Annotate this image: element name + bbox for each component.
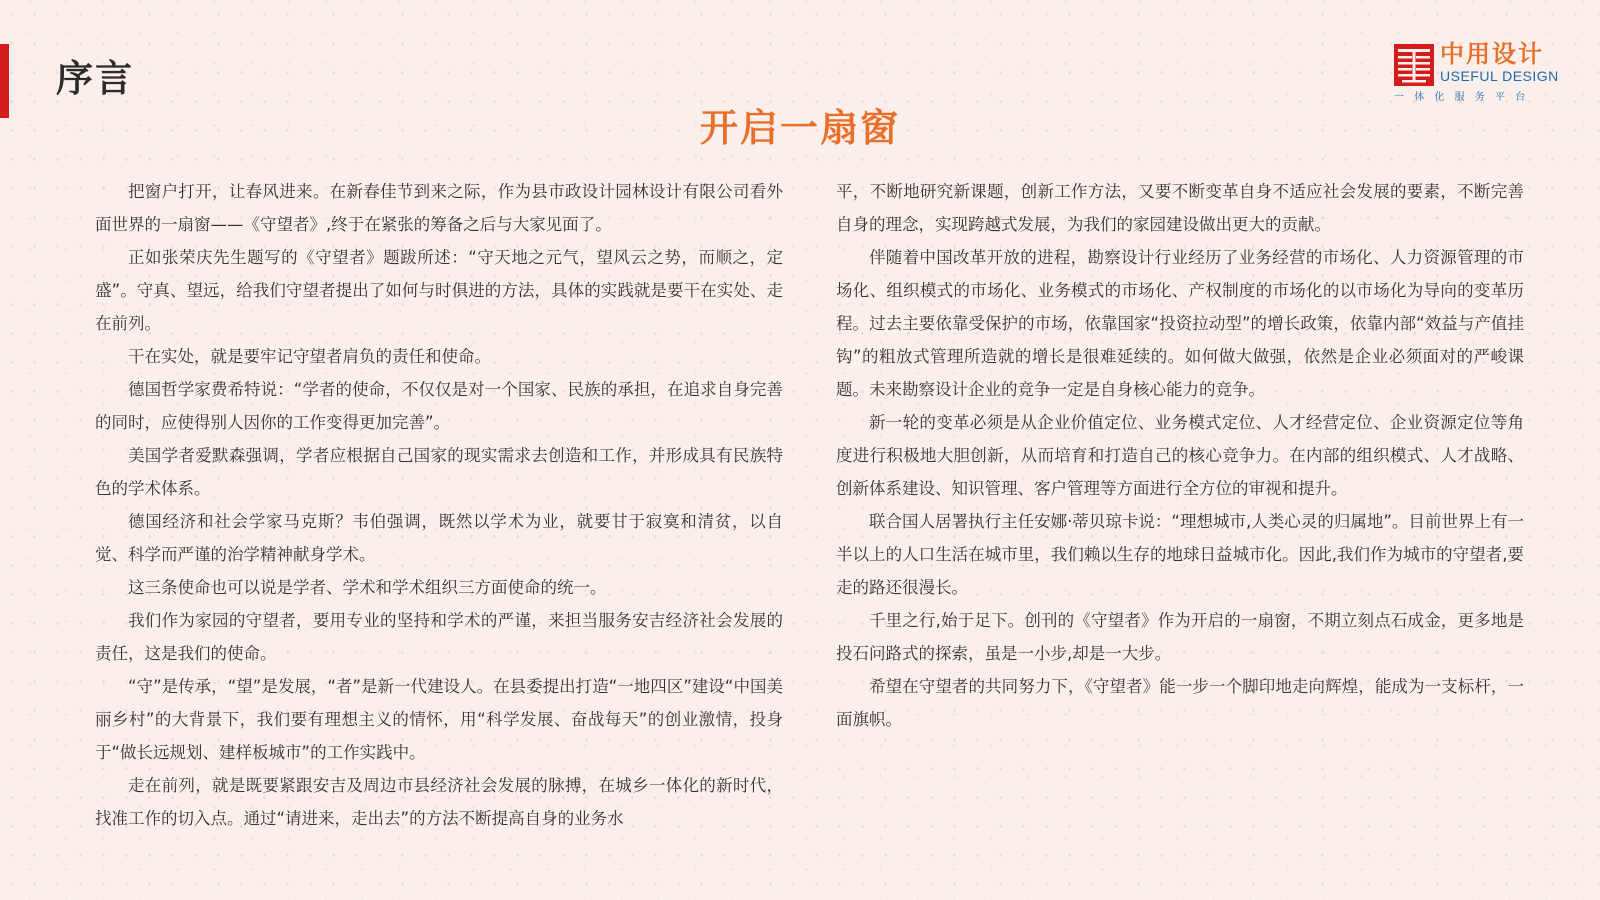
left-text-column — [95, 175, 783, 835]
paragraph: 德国经济和社会学家马克斯？韦伯强调，既然以学术为业，就要甘于寂寞和清贫，以自觉、科学而严谨的治学精神献身学术。 — [95, 512, 783, 564]
section-title: 序言 — [56, 57, 134, 100]
article-title: 开启一扇窗 — [699, 106, 900, 150]
paragraph: 走在前列，就是既要紧跟安吉及周边市县经济社会发展的脉搏，在城乡一体化的新时代，找准工作的切入点。通过“请进来，走出去”的方法不断提高自身的业务水 — [95, 776, 783, 828]
logo-english-name: USEFUL DESIGN — [1440, 68, 1559, 84]
logo-slogan: 一体化服务平台 — [1394, 92, 1536, 103]
paragraph: “守”是传承，“望”是发展，“者”是新一代建设人。在县委提出打造“一地四区”建设“中国美丽乡村”的大背景下，我们要有理想主义的情怀，用“科学发展、奋战每天”的创业激情，投身于“做长远规划、建样板城市”的工作实践中。 — [95, 677, 783, 762]
paragraph: 美国学者爱默森强调，学者应根据自己国家的现实需求去创造和工作，并形成具有民族特色的学术体系。 — [95, 446, 783, 498]
section-accent-bar — [0, 44, 9, 118]
paragraph: 正如张荣庆先生题写的《守望者》题跋所述：“守天地之元气，望风云之势，而顺之，定盛”。守真、望远，给我们守望者提出了如何与时俱进的方法，具体的实践就是要干在实处、走在前列。 — [95, 248, 783, 333]
logo-mark-icon — [1394, 44, 1434, 86]
paragraph: 新一轮的变革必须是从企业价值定位、业务模式定位、人才经营定位、企业资源定位等角度进行积极地大胆创新，从而培育和打造自己的核心竞争力。在内部的组织模式、人才战略、创新体系建设、知识管理、客户管理等方面进行全方位的审视和提升。 — [836, 413, 1524, 498]
paragraph-continuation: 平，不断地研究新课题，创新工作方法，又要不断变革自身不适应社会发展的要素，不断完善自身的理念，实现跨越式发展，为我们的家园建设做出更大的贡献。 — [836, 182, 1524, 234]
right-text-column — [836, 175, 1524, 736]
paragraph: 千里之行,始于足下。创刊的《守望者》作为开启的一扇窗，不期立刻点石成金，更多地是投石问路式的探索，虽是一小步,却是一大步。 — [836, 611, 1524, 663]
paragraph: 干在实处，就是要牢记守望者肩负的责任和使命。 — [128, 347, 491, 366]
paragraph: 我们作为家园的守望者，要用专业的坚持和学术的严谨，来担当服务安吉经济社会发展的责任，这是我们的使命。 — [95, 611, 783, 663]
paragraph: 希望在守望者的共同努力下，《守望者》能一步一个脚印地走向辉煌，能成为一支标杆，一面旗帜。 — [836, 677, 1524, 729]
paragraph: 德国哲学家费希特说：“学者的使命，不仅仅是对一个国家、民族的承担，在追求自身完善的同时，应使得别人因你的工作变得更加完善”。 — [95, 380, 783, 432]
company-logo — [1394, 40, 1559, 106]
paragraph: 这三条使命也可以说是学者、学术和学术组织三方面使命的统一。 — [128, 578, 607, 597]
logo-chinese-name: 中用设计 — [1440, 40, 1544, 68]
paragraph: 把窗户打开，让春风进来。在新春佳节到来之际，作为县市政设计园林设计有限公司看外面世界的一扇窗——《守望者》,终于在紧张的筹备之后与大家见面了。 — [95, 182, 783, 234]
paragraph: 联合国人居署执行主任安娜·蒂贝琼卡说：“理想城市,人类心灵的归属地”。目前世界上有一半以上的人口生活在城市里，我们赖以生存的地球日益城市化。因此,我们作为城市的守望者,要走的路还很漫长。 — [836, 512, 1524, 597]
paragraph: 伴随着中国改革开放的进程，勘察设计行业经历了业务经营的市场化、人力资源管理的市场化、组织模式的市场化、业务模式的市场化、产权制度的市场化的以市场化为导向的变革历程。过去主要依靠受保护的市场，依靠国家“投资拉动型”的增长政策，依靠内部“效益与产值挂钩”的粗放式管理所造就的增长是很难延续的。如何做大做强，依然是企业必须面对的严峻课题。未来勘察设计企业的竞争一定是自身核心能力的竞争。 — [836, 248, 1524, 399]
